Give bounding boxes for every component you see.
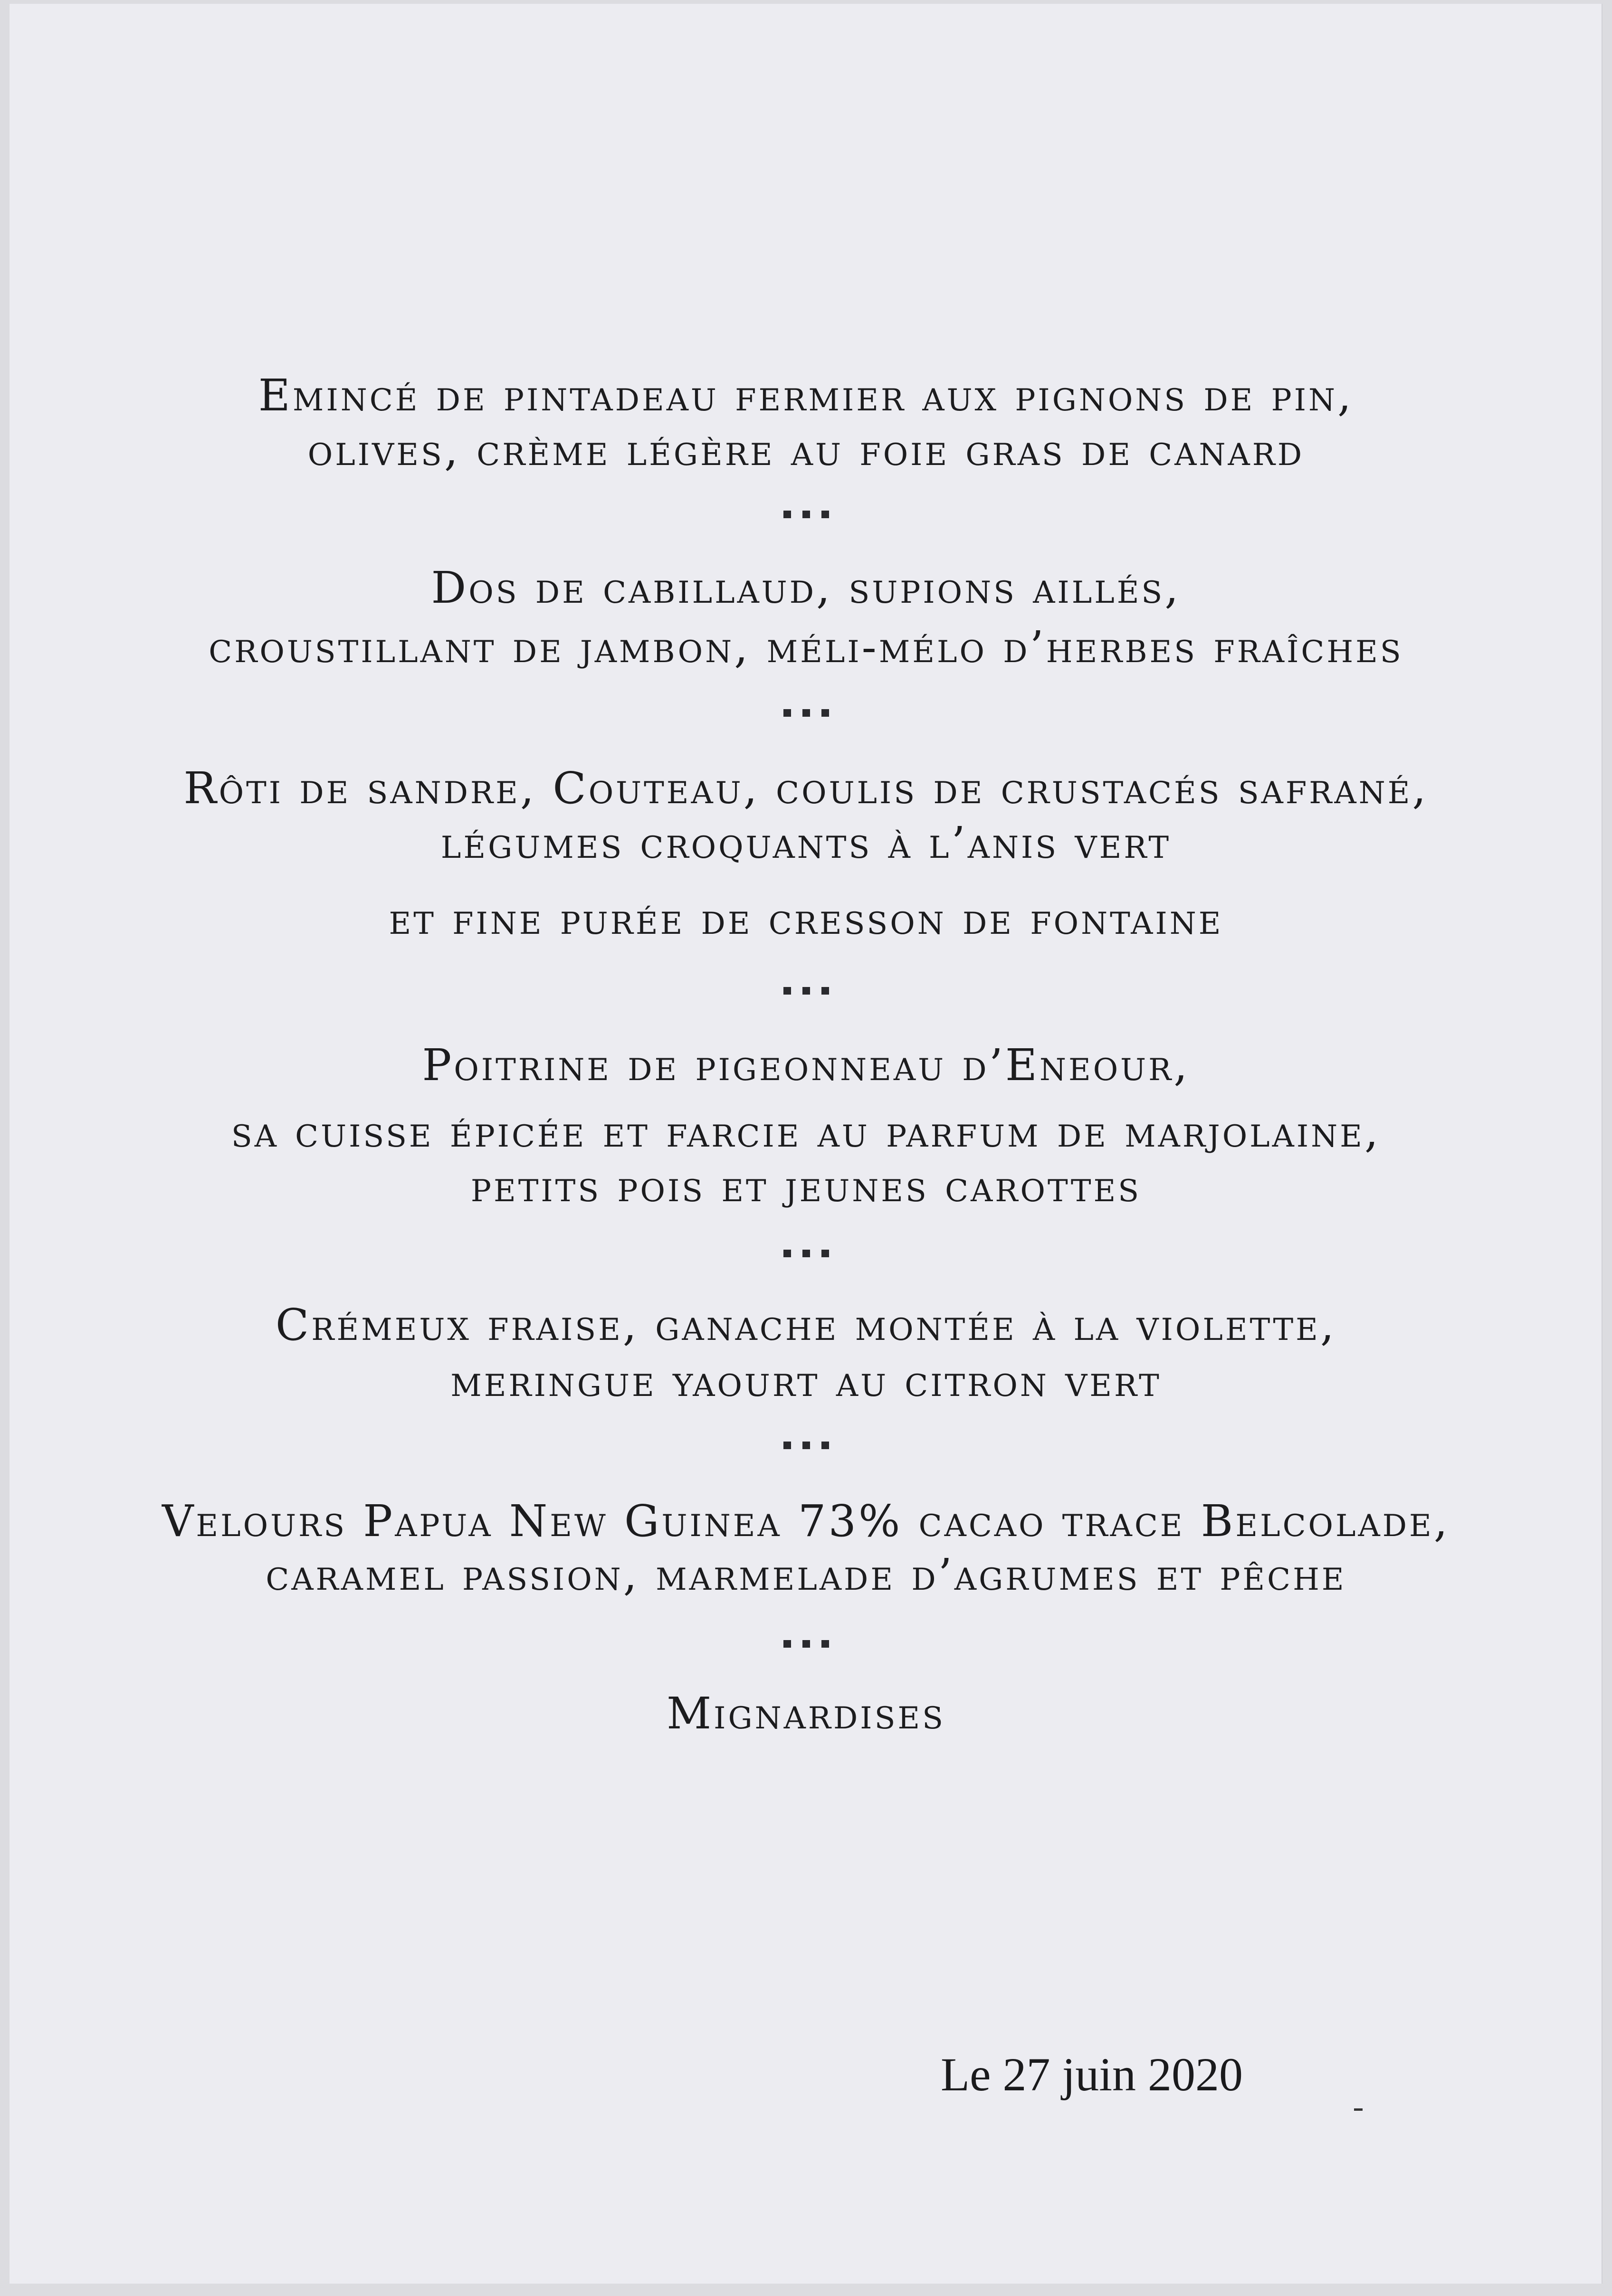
course-2-line-1: Dos de cabillaud, supions aillés, (431, 562, 1181, 613)
menu-card (10, 4, 1602, 2284)
menu-date: Le 27 juin 2020 (941, 2048, 1243, 2101)
separator (10, 1640, 1602, 1654)
print-mark (1354, 2108, 1363, 2111)
separator-dot (802, 1442, 810, 1449)
separator-dot (821, 1640, 829, 1648)
separator-dot (821, 709, 829, 717)
separator-dot (821, 987, 829, 995)
separator-dot (783, 1640, 791, 1648)
course-5-line-1: Crémeux fraise, ganache montée à la violette, (275, 1300, 1337, 1350)
separator-dot (783, 1442, 791, 1449)
menu-body (10, 4, 1602, 2284)
separator-dot (783, 709, 791, 717)
course-2-line-2: croustillant de jambon, méli-mélo d’herbes fraîches (209, 622, 1403, 673)
course-3-line-1: Rôti de sandre, Couteau, coulis de crustacés safrané, (183, 763, 1429, 814)
separator (10, 987, 1602, 1001)
separator-dot (821, 511, 829, 518)
separator (10, 511, 1602, 525)
course-4-line-2: sa cuisse épicée et farcie au parfum de marjolaine, (231, 1106, 1381, 1157)
course-5-line-2: meringue yaourt au citron vert (450, 1356, 1162, 1406)
separator-dot (802, 709, 810, 717)
course-3-line-3: et fine purée de cresson de fontaine (389, 893, 1223, 944)
separator-dot (802, 987, 810, 995)
separator-dot (802, 1640, 810, 1648)
separator (10, 1250, 1602, 1264)
course-3-line-2: légumes croquants à l’anis vert (440, 817, 1172, 868)
course-4-line-3: petits pois et jeunes carottes (470, 1161, 1142, 1212)
separator (10, 1442, 1602, 1456)
course-6-line-2: caramel passion, marmelade d’agrumes et pêche (266, 1549, 1346, 1600)
course-7-line-1: Mignardises (666, 1688, 945, 1739)
separator-dot (821, 1250, 829, 1257)
course-6-line-1: Velours Papua New Guinea 73% cacao trace Belcolade, (162, 1496, 1450, 1546)
separator-dot (783, 987, 791, 995)
course-1-line-1: Emincé de pintadeau fermier aux pignons de pin, (258, 370, 1354, 421)
course-1-line-2: olives, crème légère au foie gras de canard (307, 425, 1305, 475)
separator-dot (802, 511, 810, 518)
course-4-line-1: Poitrine de pigeonneau d’Eneour, (422, 1040, 1190, 1091)
separator-dot (821, 1442, 829, 1449)
separator-dot (802, 1250, 810, 1257)
separator-dot (783, 511, 791, 518)
separator (10, 709, 1602, 723)
separator-dot (783, 1250, 791, 1257)
